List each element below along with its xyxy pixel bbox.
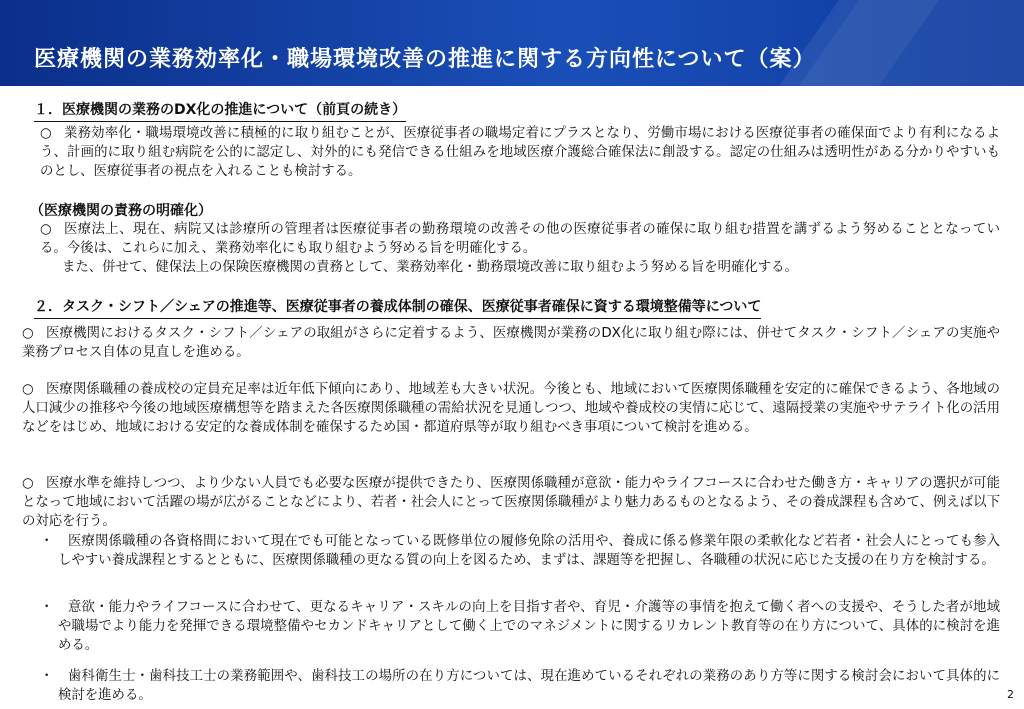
section2-paragraph	[22, 474, 1000, 531]
section2-heading: ２．タスク・シフト／シェアの推進等、医療従事者の養成体制の確保、医療従事者確保に資する環境整備等について	[34, 296, 761, 319]
list-item-text: 医療関係職種の各資格間において現在でも可能となっている既修単位の履修免除の活用や、養成に係る修業年限の柔軟化など若者・社会人にとっても参入しやすい養成課程とするとともに、医療関係職種の更なる質の向上を図るため、まずは、課題等を把握し、各職種の状況に応じた支援の在り方を検討する。	[58, 534, 1000, 568]
section2-paragraph	[22, 380, 1000, 437]
list-item-text: 意欲・能力やライフコースに合わせて、更なるキャリア・スキルの向上を目指す者や、育児・介護等の事情を抱えて働く者への支援や、そうした者が地域や職場でより能力を発揮できる環境整備やセカンドキャリアとして働く上でのマネジメントに関するリカレント教育等の在り方について、具体的に検討を進める。	[58, 600, 1000, 653]
paragraph-text: 医療水準を維持しつつ、より少ない人員でも必要な医療が提供できたり、医療関係職種が意欲・能力やライフコースに合わせた働き方・キャリアの選択が可能となって地域において活躍の場が広がることなどにより、若者・社会人にとって医療関係職種がより魅力あるものとなるよう、その養成課程も含めて、例えば以下の対応を行う。	[22, 476, 1000, 529]
slide-title: 医療機関の業務効率化・職場環境改善の推進に関する方向性について（案）	[34, 47, 816, 72]
list-item	[40, 667, 1000, 705]
bullet-circle: ○	[22, 382, 34, 397]
bullet-dot: ・	[40, 600, 54, 615]
section1-heading: １．医療機関の業務のDX化の推進について（前頁の続き）	[34, 99, 406, 122]
bullet-dot: ・	[40, 669, 54, 684]
paragraph-text: また、併せて、健保法上の保険医療機関の責務として、業務効率化・勤務環境改善に取り組むよう努める旨を明確化する。	[62, 260, 798, 275]
section2-paragraph	[22, 324, 1000, 362]
bullet-circle: ○	[22, 326, 34, 341]
page-number: 2	[1007, 688, 1014, 701]
paragraph-text: 医療法上、現在、病院又は診療所の管理者は医療従事者の勤務環境の改善その他の医療従事者の確保に取り組む措置を講ずるよう努めることとなっている。今後は、これらに加え、業務効率化にも取り組むよう努める旨を明確化する。	[40, 222, 1000, 256]
slide-header	[0, 0, 1024, 86]
paragraph-text: 医療機関におけるタスク・シフト／シェアの取組がさらに定着するよう、医療機関が業務のDX化に取り組む際には、併せてタスク・シフト／シェアの実施や業務プロセス自体の見直しを進める。	[22, 326, 1000, 360]
bullet-circle: ○	[22, 476, 34, 491]
paragraph-text: 医療関係職種の養成校の定員充足率は近年低下傾向にあり、地域差も大きい状況。今後とも、地域において医療関係職種を安定的に確保できるよう、各地域の人口減少の推移や今後の地域医療構想等を踏まえた各医療関係職種の需給状況を見通しつつ、地域や養成校の実情に応じて、遠隔授業の実施やサテライト化の活用などをはじめ、地域における安定的な養成体制を確保するため国・都道府県等が取り組むべき事項について検討を進める。	[22, 382, 1000, 435]
bullet-circle: ○	[40, 222, 52, 237]
section1-subheading: （医療機関の責務の明確化）	[30, 203, 212, 219]
list-item-text: 歯科衛生士・歯科技工士の業務範囲や、歯科技工の場所の在り方については、現在進めているそれぞれの業務のあり方等に関する検討会において具体的に検討を進める。	[58, 669, 1000, 703]
paragraph-text: 業務効率化・職場環境改善に積極的に取り組むことが、医療従事者の職場定着にプラスとなり、労働市場における医療従事者の確保面でより有利になるよう、計画的に取り組む病院を公的に認定し、対外的にも発信できる仕組みを地域医療介護総合確保法に創設する。認定の仕組みは透明性がある分かりやすいものとし、医療従事者の視点を入れることも検討する。	[40, 126, 1000, 179]
list-item	[40, 532, 1000, 570]
bullet-dot: ・	[40, 534, 54, 549]
bullet-circle: ○	[40, 126, 52, 141]
list-item	[40, 598, 1000, 655]
section1-paragraph	[40, 220, 1000, 277]
section1-paragraph	[40, 124, 1000, 181]
